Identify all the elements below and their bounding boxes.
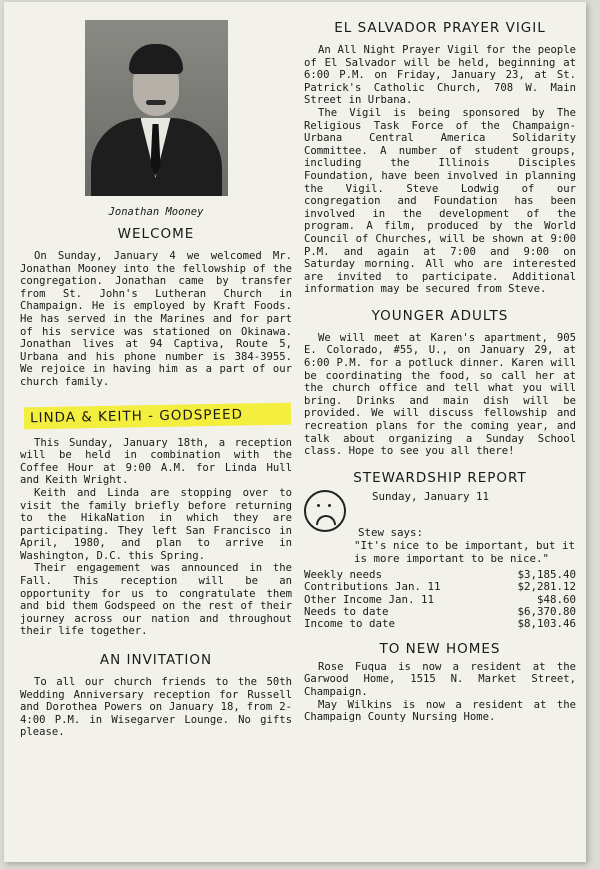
godspeed-paragraph: This Sunday, January 18th, a reception will be held in combination with the Coffee Hour at 9:00 A.M. for Linda Hull and Keith Wright. [20, 436, 292, 487]
stewardship-date: Sunday, January 11 [372, 489, 490, 503]
finance-label: Other Income Jan. 11 [304, 592, 435, 606]
finance-value: $48.60 [536, 592, 576, 606]
homes-heading: TO NEW HOMES [379, 640, 501, 657]
welcome-text: On Sunday, January 4 we welcomed Mr. Jonathan Mooney into the fellowship of the congregation. Jonathan came by transfer from St. John's Lutheran Church in Champaign. He is employed by Kraft Foods. He has served in the Marines and for part of his service was stationed on Okinawa. Jonathan lives at 94 Captiva, Route 5, Urbana and his phone number is 384-3955. We rejoice in having him as a part of our church family. [20, 250, 292, 388]
finance-table [304, 569, 576, 631]
stew-says-label: Stew says: [358, 525, 424, 539]
welcome-heading: WELCOME [117, 226, 195, 242]
homes-line: May Wilkins is now a resident at the Champaign County Nursing Home. [304, 698, 576, 724]
finance-row [304, 581, 576, 593]
godspeed-paragraph: Their engagement was announced in the Fall. This reception will be an opportunity for us to congratulate them and bid them Godspeed on the rest of their journey across our nation and throughout their life together. [20, 562, 292, 638]
invitation-heading: AN INVITATION [99, 652, 213, 669]
portrait-photo [85, 20, 228, 196]
finance-row [304, 618, 576, 630]
newsletter-page [4, 2, 586, 862]
finance-label: Contributions Jan. 11 [304, 580, 441, 594]
finance-value: $2,281.12 [517, 580, 576, 594]
homes-line: Rose Fuqua is now a resident at the Garwood Home, 1515 N. Market Street, Champaign. [304, 660, 576, 699]
finance-value: $6,370.80 [517, 605, 576, 619]
stew-quote: "It's nice to be important, but it is more important to be nice." [354, 538, 576, 565]
photo-caption: Jonathan Mooney [108, 206, 204, 218]
younger-text: We will meet at Karen's apartment, 905 E. Colorado, #55, U., on January 29, at 6:00 P.M. for a potluck dinner. Karen will be coordinating the food, so call her at the church office and tell what you will bring. Drinks and main dish will be provided. We will discuss fellowship and recreation plans for the coming year, and talk about organizing a Sunday School class. Hope to see you all there! [304, 331, 576, 458]
godspeed-heading: LINDA & KEITH - GODSPEED [24, 402, 291, 429]
invitation-text: To all our church friends to the 50th Wedding Anniversary reception for Russell and Dorothea Powers on January 18, from 2-4:00 P.M. in Wisegarver Lounge. No gifts please. [20, 676, 292, 739]
vigil-paragraph: The Vigil is being sponsored by The Religious Task Force of the Champaign-Urbana Central America Solidarity Committee. A number of student groups, including the Illinois Disciples Foundation, have been involved in planning the Vigil. Steve Lodwig of our congregation and Foundation has been involved in the development of the program. A film, produced by the World Council of Churches, will be shown at 9:00 P.M. and again at 7:00 and 9:00 on Saturday morning. All who are interested are invited to participate. Additional information may be secured from Steve. [304, 106, 576, 296]
finance-value: $3,185.40 [517, 567, 576, 581]
finance-value: $8,103.46 [517, 617, 576, 631]
finance-label: Income to date [304, 617, 396, 631]
godspeed-paragraph: Keith and Linda are stopping over to visit the family briefly before returning to the HikaNation in which they are participating. They left San Francisco in April, 1980, and plan to arrive in Washington, D.C. this Spring. [20, 486, 292, 562]
sad-face-icon [304, 490, 346, 532]
younger-heading: YOUNGER ADULTS [371, 307, 509, 324]
left-column [20, 16, 292, 739]
vigil-heading: EL SALVADOR PRAYER VIGIL [334, 20, 546, 36]
right-column [304, 16, 576, 724]
finance-label: Weekly needs [304, 567, 383, 581]
vigil-paragraph: An All Night Prayer Vigil for the people of El Salvador will be held, beginning at 6:00 P.M. on Friday, January 23, at St. Patrick's Catholic Church, 708 W. Main Street in Urbana. [304, 44, 576, 107]
stewardship-heading: STEWARDSHIP REPORT [353, 469, 527, 486]
finance-label: Needs to date [304, 605, 389, 619]
